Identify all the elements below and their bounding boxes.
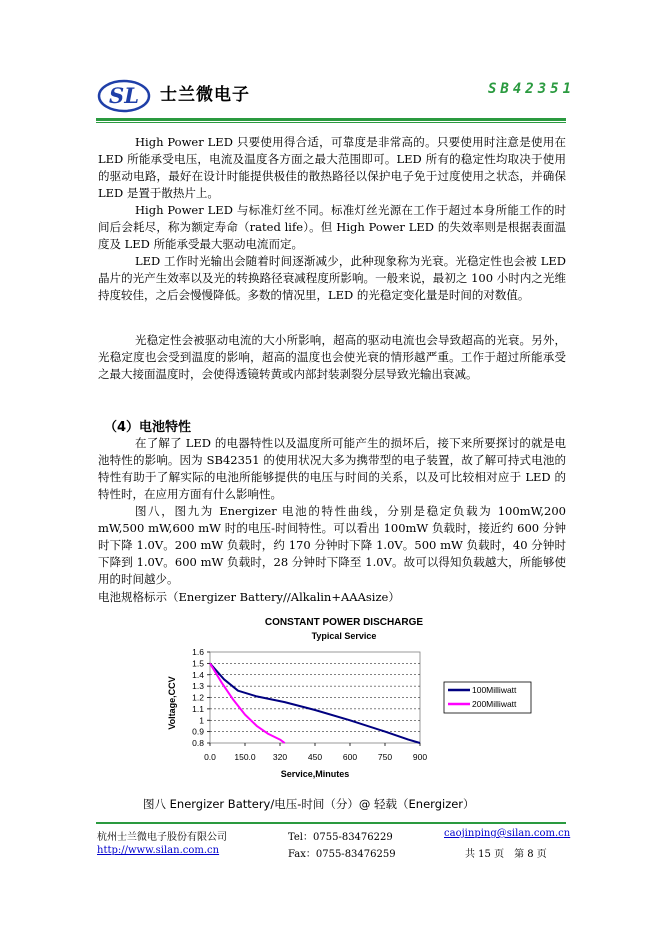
footer-tel: Tel：0755-83476229 (288, 832, 393, 843)
y-tick-label: 1.3 (192, 681, 204, 692)
logo-text: SL (109, 83, 139, 108)
chart-title: CONSTANT POWER DISCHARGE (264, 617, 424, 628)
x-tick-label: 0.0 (204, 752, 216, 762)
model-number: SB42351 (488, 81, 576, 97)
paragraph-4: 光稳定性会被驱动电流的大小所影响，超高的驱动电流也会导致超高的光衰。另外，光稳定度也会受到温度的影响，超高的温度也会使光衰的情形越严重。工作于超过所能承受之最大接面温度时，会使得透镜转黄或内部封装剥裂分层导致光输出衰减。 (98, 333, 566, 381)
section-paragraph-1: 在了解了 LED 的电器特性以及温度所可能产生的损坏后，接下来所要探讨的就是电池特性的影响。因为 SB42351 的使用状况大多为携带型的电子装置，故了解可持式电池的特性有助于了解实际的电池所能够提供的电压与时间的关系，以及可比较相对应于 LED 的特性时，在应用方面有什么影响性。 (98, 436, 566, 501)
silan-logo (97, 78, 151, 114)
y-tick-label: 1.5 (192, 658, 204, 669)
paragraph-3: LED 工作时光输出会随着时间逐渐减少，此种现象称为光衰。光稳定性也会被 LED 晶片的光产生效率以及光的转换路径衰减程度所影响。一般来说，最初之 100 小时内之光维持度较佳，之后会慢慢降低。多数的情况里，LED 的光稳定变化量是时间的对数值。 (98, 254, 566, 302)
header-divider (96, 118, 566, 121)
y-tick-label: 1.2 (192, 692, 204, 703)
x-tick-label: 450 (307, 752, 323, 762)
section-paragraph-2: 图八，图九为 Energizer 电池的特性曲线，分别是稳定负载为 100mW,200 mW,500 mW,600 mW 时的电压-时间特性。可以看出 100mW 负载时，接近约 600 分钟时下降 1.0V。200 mW 负载时，约 170 分钟时下降 1.0V。500 mW 负载时，40 分钟时下降到 1.0V。600 mW 负载时，28 分钟时下降至 1.0V。故可以得知负载越大，所能够使用的时间越少。 (98, 504, 566, 586)
chart-subtitle: Typical Service (311, 631, 377, 641)
y-tick-label: 1.1 (192, 703, 204, 714)
y-tick-label: 1 (199, 715, 204, 726)
paragraph-1: High Power LED 只要使用得合适，可靠度是非常高的。只要使用时注意是使用在 LED 所能承受电压，电流及温度各方面之最大范围即可。LED 所有的稳定性均取决于使用的驱动电路，最好在设计时能提供极佳的散热路径以保护电子免于过度使用之状态，并确保 LED 是置于散热片上。 (98, 135, 566, 200)
x-tick-label: 600 (342, 752, 358, 762)
footer-company: 杭州士兰微电子股份有限公司 (97, 832, 227, 843)
legend-label: 200Milliwatt (472, 699, 517, 709)
footer-email-link[interactable]: caojinping@silan.com.cn (444, 828, 571, 839)
figure-caption: 图八 Energizer Battery/电压-时间（分）@ 轻载（Energizer） (143, 797, 475, 811)
header-divider-thin (96, 122, 566, 123)
company-name: 士兰微电子 (160, 85, 250, 105)
y-tick-label: 0.8 (192, 738, 204, 748)
footer-pages: 共 15 页 第 8 页 (465, 849, 547, 860)
footer-divider (96, 822, 566, 824)
y-tick-label: 1.6 (192, 647, 204, 657)
section-heading: （4）电池特性 (104, 420, 192, 435)
y-tick-label: 0.9 (192, 726, 204, 737)
x-tick-label: 900 (412, 752, 428, 762)
x-tick-label: 750 (377, 752, 393, 762)
x-tick-label: 320 (272, 752, 288, 762)
paragraph-2: High Power LED 与标准灯丝不同。标准灯丝光源在工作于超过本身所能工作的时间后会耗尽，称为额定寿命（rated life）。但 High Power LED 的失效率则是根据表面温度及 LED 所能承受最大驱动电流而定。 (98, 203, 566, 251)
discharge-chart (166, 612, 546, 787)
y-tick-label: 1.4 (192, 669, 204, 680)
y-axis-label: Voltage,CCV (167, 676, 177, 730)
x-tick-label: 150.0 (234, 752, 256, 762)
x-axis-label: Service,Minutes (280, 769, 350, 779)
battery-spec: 电池规格标示（Energizer Battery//Alkalin+AAAsize） (98, 590, 400, 604)
footer-url-link[interactable]: http://www.silan.com.cn (97, 845, 220, 856)
legend-label: 100Milliwatt (472, 685, 517, 695)
footer-fax: Fax：0755-83476259 (288, 849, 396, 860)
